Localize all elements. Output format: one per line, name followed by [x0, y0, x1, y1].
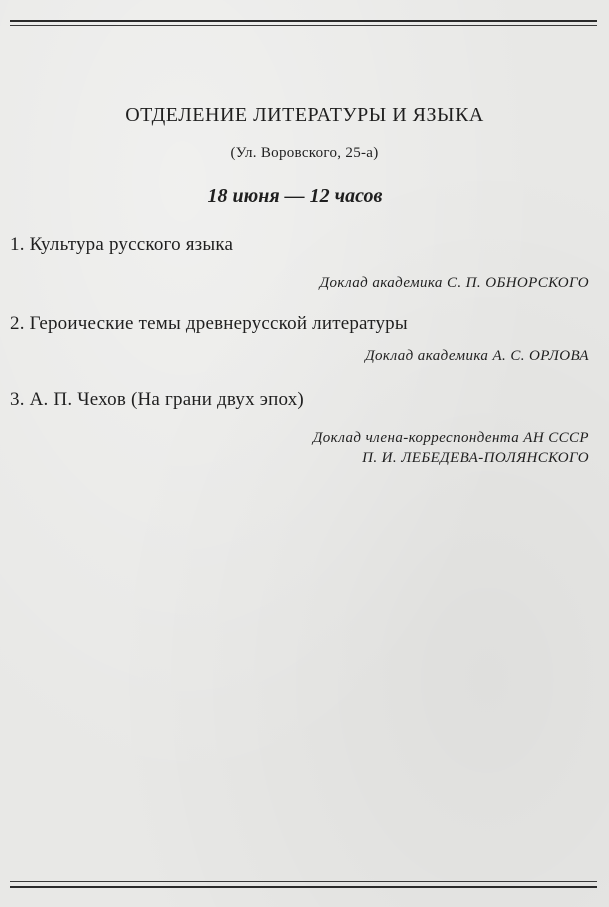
item-2-speaker-line: Доклад академика А. С. ОРЛОВА [365, 348, 589, 364]
item-3-title: 3. А. П. Чехов (На грани двух эпох) [10, 389, 304, 410]
bottom-rule [10, 886, 597, 888]
top-rule [10, 20, 597, 22]
item-3-speaker-line-2: П. И. ЛЕБЕДЕВА-ПОЛЯНСКОГО [362, 450, 589, 466]
address: (Ул. Воровского, 25-а) [230, 145, 379, 161]
item-1-speaker [320, 275, 589, 292]
item-3-speaker-line-1: Доклад члена-корреспондента АН СССР [312, 430, 589, 446]
item-2-speaker [365, 348, 589, 365]
section-title: ОТДЕЛЕНИЕ ЛИТЕРАТУРЫ И ЯЗЫКА [125, 104, 484, 126]
item-1-speaker-line: Доклад академика С. П. ОБНОРСКОГО [319, 275, 589, 291]
item-3-speaker [313, 428, 589, 468]
item-1-title: 1. Культура русского языка [10, 234, 234, 255]
bottom-rule-thin [10, 881, 597, 882]
date-time: 18 июня — 12 часов [207, 185, 383, 207]
top-rule-thin [10, 25, 597, 26]
item-2-title: 2. Героические темы древнерусской литературы [10, 313, 408, 334]
